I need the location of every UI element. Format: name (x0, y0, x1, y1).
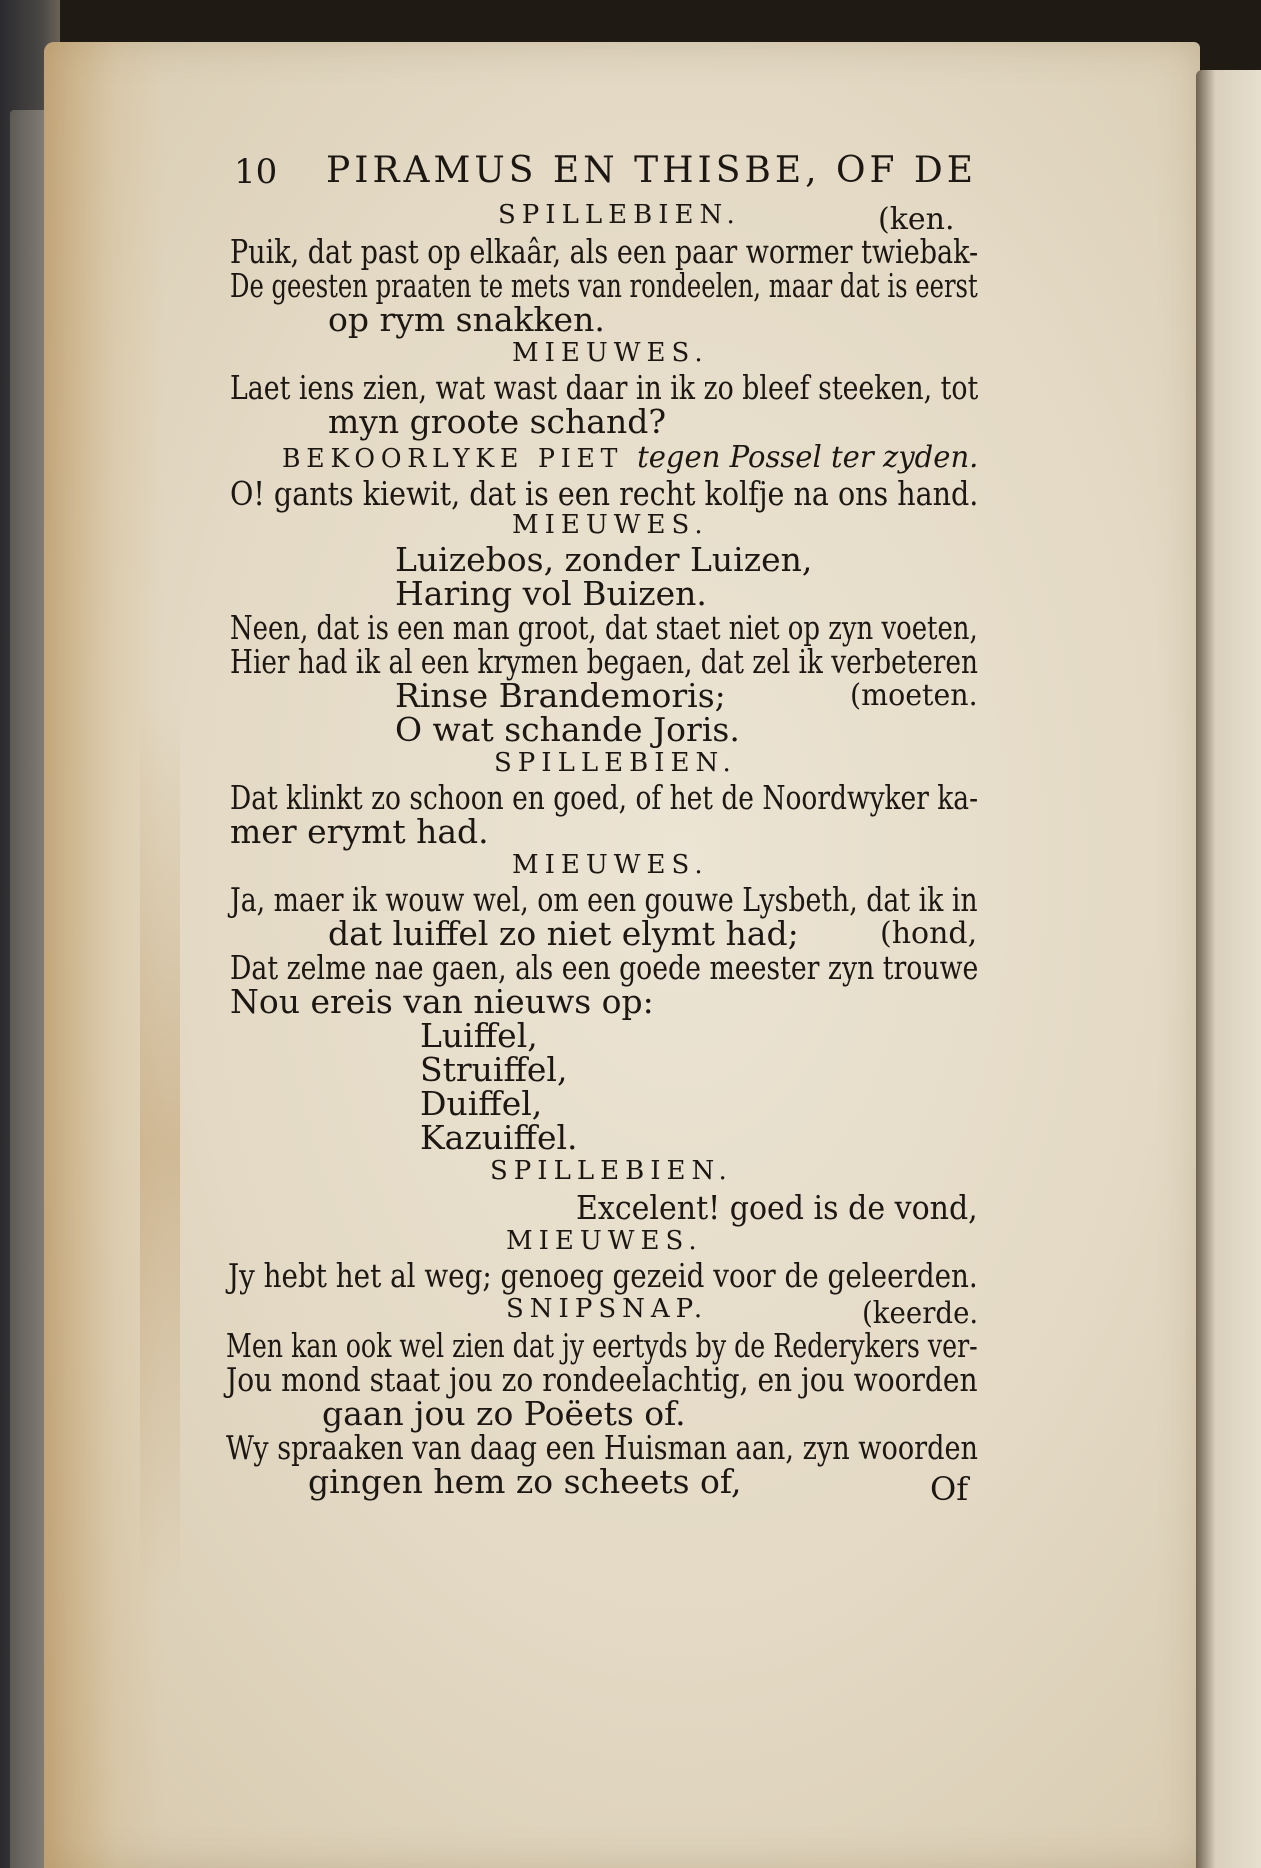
stage-direction: tegen Possel ter zyden. (637, 440, 979, 475)
verse-line: Laet iens zien, wat wast daar in ik zo bleef steeken, tot (230, 368, 979, 407)
verse-line: gingen hem zo scheets of, (308, 1462, 742, 1501)
verse-line: Ja, maer ik wouw wel, om een gouwe Lysbeth, dat ik in (230, 880, 978, 919)
speaker-heading: SPILLEBIEN. (490, 1156, 733, 1186)
verse-line: Rinse Brandemoris; (395, 676, 726, 715)
verse-line: mer erymt had. (230, 812, 489, 851)
verse-line: Men kan ook wel zien dat jy eertyds by de Rederykers ver- (226, 1326, 978, 1365)
turnover-bracket: (moeten. (850, 678, 978, 713)
verse-line: Dat zelme nae gaen, als een goede meester zyn trouwe (230, 948, 979, 987)
verse-line: Neen, dat is een man groot, dat staet niet op zyn voeten, (230, 608, 978, 647)
verse-line: Haring vol Buizen. (395, 574, 707, 613)
catchword: Of (930, 1470, 969, 1508)
speaker-heading: MIEUWES. (512, 850, 709, 880)
speaker-heading: SPILLEBIEN. (498, 200, 741, 230)
verse-line: Jou mond staat jou zo rondeelachtig, en jou woorden (226, 1360, 978, 1399)
verse-line: Duiffel, (420, 1084, 543, 1123)
verse-line: Struiffel, (420, 1050, 568, 1089)
verse-line: Wy spraaken van daag een Huisman aan, zyn woorden (226, 1428, 979, 1467)
speaker-heading: SNIPSNAP. (506, 1294, 709, 1324)
verse-line: op rym snakken. (328, 300, 605, 339)
verse-line: Nou ereis van nieuws op: (230, 982, 654, 1021)
speaker-heading: MIEUWES. (506, 1226, 703, 1256)
turnover-bracket: (keerde. (862, 1296, 979, 1331)
facing-page-edge (1196, 70, 1261, 1868)
verse-line: Excelent! goed is de vond, (576, 1188, 978, 1227)
speaker-heading: MIEUWES. (512, 510, 709, 540)
page-stain (140, 700, 180, 1600)
verse-line: gaan jou zo Poëets of. (322, 1394, 686, 1433)
page-number: 10 (234, 152, 278, 192)
running-head: PIRAMUS EN THISBE, OF DE (326, 150, 978, 191)
turnover-bracket: (hond, (880, 916, 978, 951)
verse-line: Luizebos, zonder Luizen, (395, 540, 813, 579)
verse-line: O wat schande Joris. (395, 710, 740, 749)
verse-line: O! gants kiewit, dat is een recht kolfje na ons hand. (230, 474, 979, 513)
verse-line: Dat klinkt zo schoon en goed, of het de Noordwyker ka- (230, 778, 979, 817)
verse-line: De geesten praaten te mets van rondeelen, maar dat is eerst (230, 266, 978, 305)
turnover-bracket: (ken. (878, 202, 955, 237)
speaker-name: BEKOORLYKE PIET (282, 444, 624, 474)
verse-line: dat luiffel zo niet elymt had; (328, 914, 799, 953)
verse-line: Kazuiffel. (420, 1118, 578, 1157)
speaker-heading (282, 440, 978, 475)
verse-line: Jy hebt het al weg; genoeg gezeid voor de geleerden. (228, 1256, 978, 1295)
verse-line: Puik, dat past op elkaâr, als een paar wormer twiebak- (230, 232, 979, 271)
verse-line: Luiffel, (420, 1016, 538, 1055)
verse-line: myn groote schand? (328, 402, 667, 441)
speaker-heading: SPILLEBIEN. (494, 748, 737, 778)
speaker-heading: MIEUWES. (512, 338, 709, 368)
verse-line: Hier had ik al een krymen begaen, dat zel ik verbeteren (230, 642, 978, 681)
